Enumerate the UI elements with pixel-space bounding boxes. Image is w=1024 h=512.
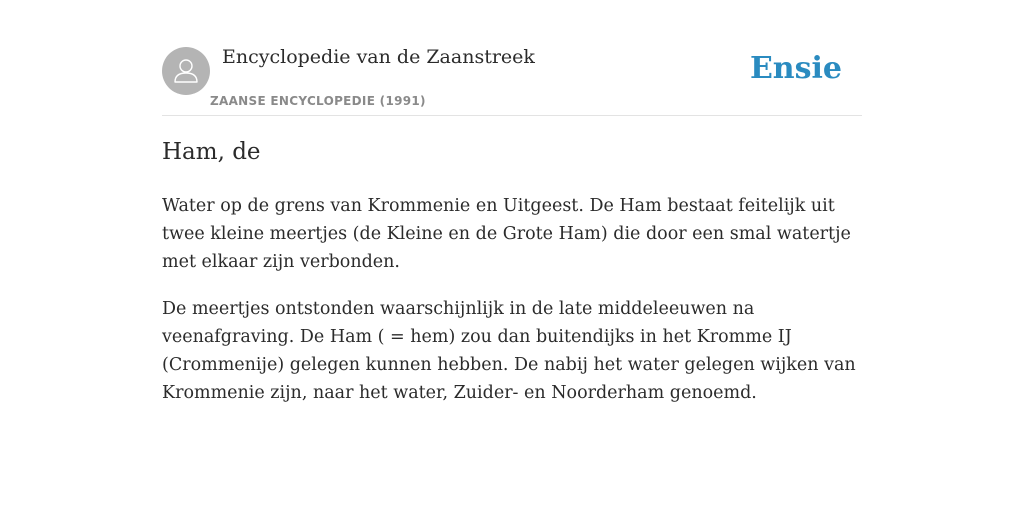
entry-paragraph: Water op de grens van Krommenie en Uitgeest. De Ham bestaat feitelijk uit twee kleine meertjes (de Kleine en de Grote Ham) die door een smal watertje met elkaar zijn verbonden. (162, 196, 851, 272)
entry-paragraph: De meertjes ontstonden waarschijnlijk in de late middeleeuwen na veenafgraving. De Ham ( = hem) zou dan buitendijks in het Kromme IJ (Crommenije) gelegen kunnen hebben. De nabij het water gelegen wijken van Krommenie zijn, naar het water, Zuider- en Noorderham genoemd. (162, 299, 856, 403)
source-subtitle: ZAANSE ENCYCLOPEDIE (1991) (210, 94, 426, 108)
entry-body (162, 192, 862, 426)
entry-title: Ham, de (162, 139, 261, 165)
avatar[interactable] (162, 47, 210, 95)
source-title[interactable]: Encyclopedie van de Zaanstreek (222, 46, 535, 68)
user-icon (162, 47, 210, 95)
source-header (162, 44, 862, 116)
ensie-logo[interactable]: Ensie (749, 51, 842, 86)
